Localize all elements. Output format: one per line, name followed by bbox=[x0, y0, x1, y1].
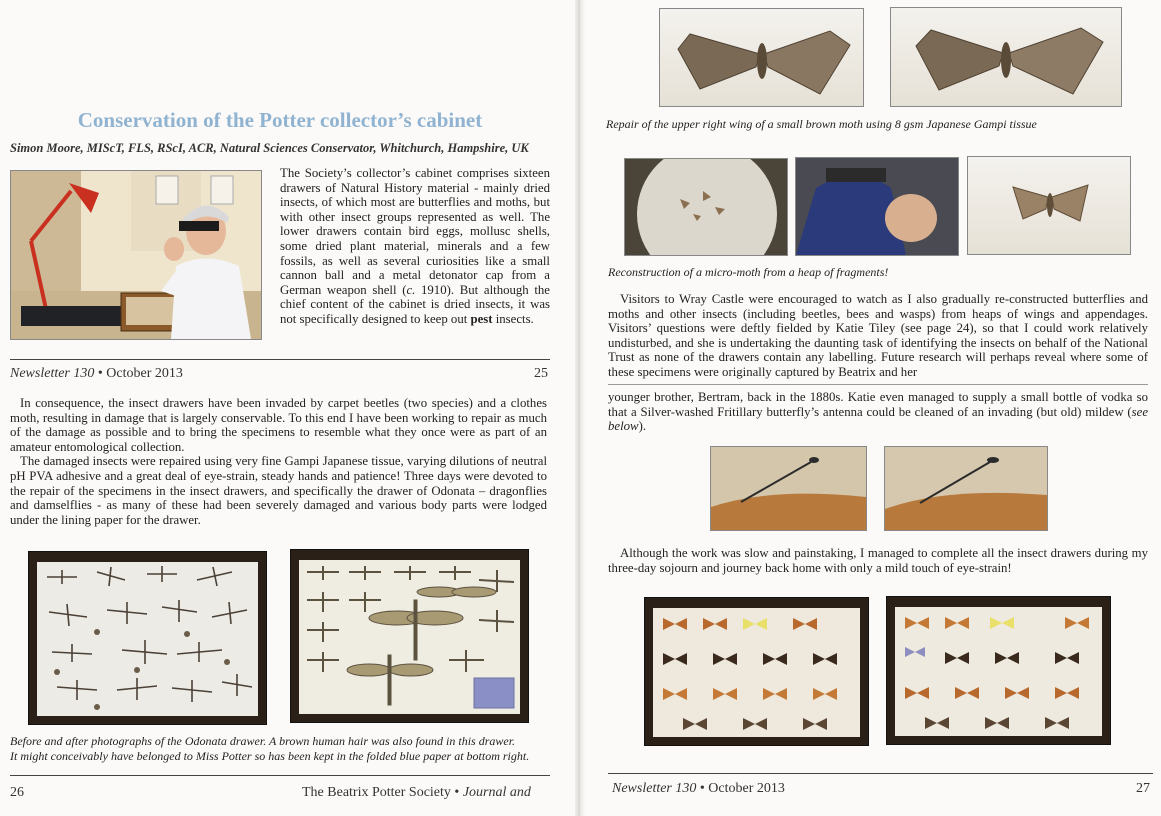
repaired-dragonflies-illustration bbox=[299, 560, 520, 714]
fragments-photo bbox=[624, 158, 788, 256]
article-title: Conservation of the Potter collector’s cabinet bbox=[77, 108, 483, 132]
see-below-text: see below bbox=[608, 404, 1148, 434]
brown-moth-after-illustration bbox=[891, 8, 1121, 106]
micro-moth-illustration bbox=[968, 157, 1130, 254]
left-footer-journal: Journal and bbox=[462, 785, 531, 800]
butterfly-drawer-photo-2 bbox=[886, 596, 1111, 745]
intro-pest-word: pest bbox=[470, 311, 493, 326]
brown-moth-before-illustration bbox=[660, 9, 863, 106]
intro-circa: c. bbox=[406, 282, 416, 297]
right-inner-rule bbox=[608, 384, 1148, 385]
right-footer-left bbox=[612, 781, 785, 797]
odonata-drawer-after-photo bbox=[290, 549, 529, 723]
antenna-after-photo bbox=[884, 446, 1048, 531]
odonata-caption bbox=[10, 734, 570, 764]
right-paragraph-2-text: younger brother, Bertram, back in the 1880s. Katie even managed to supply a small bottle of vodka so that a Silver-washed Fritillary butterfly’s antenna could be cleaned of an invading (but old) mildew ( bbox=[608, 390, 1148, 419]
inner-footer-rule bbox=[10, 359, 550, 360]
moth-repair-caption: Repair of the upper right wing of a small brown moth using 8 gsm Japanese Gampi tissue bbox=[606, 117, 1037, 131]
left-footer-bullet: • bbox=[454, 785, 460, 800]
inner-footer-left bbox=[10, 366, 183, 382]
inner-footer-date: • October 2013 bbox=[94, 366, 183, 381]
right-footer-date: • October 2013 bbox=[696, 781, 785, 796]
micro-moth-photo bbox=[967, 156, 1131, 255]
right-footer-rule bbox=[608, 773, 1153, 774]
butterflies-illustration-2 bbox=[895, 607, 1102, 736]
left-body-text bbox=[10, 396, 547, 527]
inner-footer-newsletter: Newsletter 130 bbox=[10, 366, 95, 381]
conservator-working-photo bbox=[795, 157, 959, 256]
right-page-number: 27 bbox=[1136, 781, 1150, 796]
conservator-hands-illustration bbox=[796, 158, 958, 255]
left-footer-title bbox=[302, 785, 531, 801]
right-footer-newsletter: Newsletter 130 bbox=[612, 781, 697, 796]
intro-text-c: insects. bbox=[492, 311, 534, 326]
intro-text-b: 1910). But although the chief content of the cabinet is dried insects, it was not specifically designed to keep out bbox=[280, 282, 550, 326]
butterfly-drawer-photo-1 bbox=[644, 597, 869, 746]
conservator-photo bbox=[10, 170, 262, 340]
article-byline: Simon Moore, MIScT, FLS, RScI, ACR, Natural Sciences Conservator, Whitchurch, Hampshire, UK bbox=[10, 141, 529, 155]
left-footer-society: The Beatrix Potter Society bbox=[302, 785, 451, 800]
odonata-caption-line-2: It might conceivably have belonged to Miss Potter so has been kept in the folded blue paper at bottom right. bbox=[10, 749, 530, 763]
micro-moth-caption: Reconstruction of a micro-moth from a heap of fragments! bbox=[608, 265, 889, 279]
page-gutter bbox=[575, 0, 585, 816]
moth-repair-before-photo bbox=[659, 8, 864, 107]
antenna-after-illustration bbox=[885, 447, 1047, 530]
right-paragraph-3: Although the work was slow and painstaking, I managed to complete all the insect drawers during my three-day sojourn and journey back home with only a mild touch of eye-strain! bbox=[608, 546, 1148, 575]
left-page-number: 26 bbox=[10, 785, 24, 800]
antenna-before-illustration bbox=[711, 447, 866, 530]
moth-repair-after-photo bbox=[890, 7, 1122, 107]
left-paragraph-2: The damaged insects were repaired using very fine Gampi Japanese tissue, varying dilutions of neutral pH PVA adhesive and a great deal of eye-strain, steady hands and patience! Three days were devoted to the repair of the specimens in the insect drawers, and specifically the drawer of Odonata – dragonflies and damselflies - as many of these had been severely damaged and various body parts were lodged under the lining paper for the drawer. bbox=[10, 454, 547, 527]
conservator-illustration bbox=[11, 171, 261, 339]
right-paragraph-2-end: ). bbox=[638, 419, 647, 434]
intro-paragraph bbox=[280, 166, 550, 327]
intro-text-a: The Society’s collector’s cabinet comprises sixteen drawers of Natural History material - mainly dried insects, of which most are butterflies and moths, but with other insect groups represented as well. The lower drawers contain bird eggs, mollusc shells, some dried plant material, minerals and a few fossils, as well as several curiosities like a small cannon ball and a metal detonator cap from a German weapon shell ( bbox=[280, 166, 550, 297]
antenna-before-photo bbox=[710, 446, 867, 531]
butterflies-illustration-1 bbox=[653, 608, 860, 737]
inner-footer-page-number: 25 bbox=[534, 366, 548, 381]
left-footer-rule bbox=[10, 775, 550, 776]
left-paragraph-1: In consequence, the insect drawers have been invaded by carpet beetles (two species) and a clothes moth, resulting in damage that is largely conservable. To this end I have been working to repair as much of the damage as possible and to bring the specimens to resemble what they once were as part of an amateur entomological collection. bbox=[10, 396, 547, 454]
fragments-illustration bbox=[625, 159, 787, 255]
odonata-drawer-before-photo bbox=[28, 551, 267, 725]
damaged-insects-illustration bbox=[37, 562, 258, 716]
odonata-caption-line-1: Before and after photographs of the Odonata drawer. A brown human hair was also found in this drawer. bbox=[10, 734, 516, 748]
right-paragraph-1: Visitors to Wray Castle were encouraged to watch as I also gradually re-constructed butterflies and moths and other insects (including beetles, bees and wasps) from heaps of wings and appendages. Visitors’ questions were deftly fielded by Katie Tiley (see page 24), so that I could work relatively undisturbed, and she is undertaking the daunting task of identifying the insects on behalf of the National Trust as none of the drawers contain any labelling. Future research will perhaps reveal where some of these specimens were originally captured by Beatrix and her bbox=[608, 292, 1148, 379]
right-paragraph-2 bbox=[608, 390, 1148, 434]
